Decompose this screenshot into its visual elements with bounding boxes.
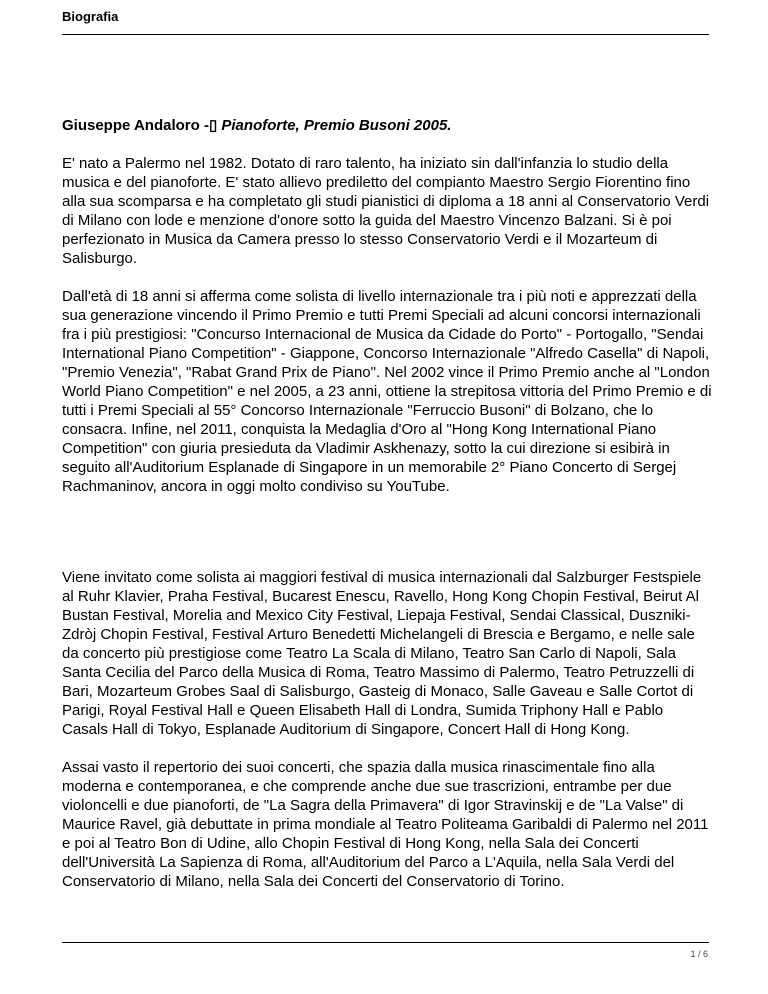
paragraph-competitions: Dall'età di 18 anni si afferma come solista di livello internazionale tra i più noti e apprezzati della sua generazione vincendo il Primo Premio e tutti Premi Speciali ad alcuni concorsi internazionali fra i più prestigiosi: "Concurso Internacional de Musica da Cidade do Porto" - Portogallo, "Sendai International Piano Competition" - Giappone, Concorso Internazionale "Alfredo Casella" di Napoli, "Premio Venezia", "Rabat Grand Prix de Piano". Nel 2002 vince il Primo Premio anche al "London World Piano Competition" e nel 2005, a 23 anni, ottiene la strepitosa vittoria del Primo Premio e di tutti i Premi Speciali al 55° Concorso Internazionale "Ferruccio Busoni" di Bolzano, che lo consacra. Infine, nel 2011, conquista la Medaglia d'Oro al "Hong Kong International Piano Competition" con giuria presieduta da Vladimir Askhenazy, sotto la cui direzione si esibirà in seguito all'Auditorium Esplanade di Singapore in un memorabile 2° Piano Concerto di Sergej Rachmaninov, ancora in oggi molto condiviso su YouTube.	[62, 288, 712, 495]
blank-space	[62, 515, 712, 568]
missing-glyph-icon: ▯	[208, 117, 218, 134]
paragraph-early-life: E' nato a Palermo nel 1982. Dotato di raro talento, ha iniziato sin dall'infanzia lo studio della musica e del pianoforte. E' stato allievo prediletto del compianto Maestro Sergio Fiorentino fino alla sua scomparsa e ha completato gli studi pianistici di diploma a 18 anni al Conservatorio Verdi di Milano con lode e menzione d'onore sotto la guida del Maestro Vincenzo Balzani. Si è poi perfezionato in Musica da Camera presso lo stesso Conservatorio Verdi e il Mozarteum di Salisburgo.	[62, 155, 710, 267]
footer-divider	[62, 942, 709, 943]
paragraph-repertoire: Assai vasto il repertorio dei suoi concerti, che spazia dalla musica rinascimentale fino alla moderna e contemporanea, e che comprende anche due sue trascrizioni, entrambe per due violoncelli e due pianoforti, de "La Sagra della Primavera" di Igor Stravinskij e de "La Valse" di Maurice Ravel, già debuttate in prima mondiale al Teatro Politeama Garibaldi di Palermo nel 2011 e poi al Teatro Bon di Udine, allo Chopin Festival di Hong Kong, nella Sala dei Concerti dell'Università La Sapienza di Roma, all'Auditorium del Parco a L'Aquila, nella Sala Verdi del Conservatorio di Milano, nella Sala dei Concerti del Conservatorio di Torino.	[62, 759, 709, 890]
article-body	[62, 116, 712, 910]
paragraph-festivals: Viene invitato come solista ai maggiori festival di musica internazionali dal Salzburger Festspiele al Ruhr Klavier, Praha Festival, Bucarest Enescu, Ravello, Hong Kong Chopin Festival, Beirut Al Bustan Festival, Morelia and Mexico City Festival, Liepaja Festival, Sendai Classical, Duszniki-Zdròj Chopin Festival, Festival Arturo Benedetti Michelangeli di Brescia e Bergamo, e nelle sale da concerto più prestigiose come Teatro La Scala di Milano, Teatro San Carlo di Napoli, Sala Santa Cecilia del Parco della Musica di Roma, Teatro Massimo di Palermo, Teatro Petruzzelli di Bari, Mozarteum Grobes Saal di Salisburgo, Gasteig di Monaco, Salle Gaveau e Salle Cortot di Parigi, Royal Festival Hall e Queen Elisabeth Hall di Londra, Sumida Triphony Hall e Pablo Casals Hall di Tokyo, Esplanade Auditorium di Singapore, Concert Hall di Hong Kong.	[62, 569, 702, 738]
page-header	[62, 8, 709, 26]
heading-subtitle: Pianoforte, Premio Busoni 2005.	[217, 117, 452, 134]
header-divider	[62, 34, 709, 35]
page-number: 1 / 6	[690, 949, 708, 959]
header-title: Biografia	[62, 9, 119, 24]
heading-name: Giuseppe Andaloro -	[62, 117, 209, 134]
article-heading	[62, 116, 712, 136]
